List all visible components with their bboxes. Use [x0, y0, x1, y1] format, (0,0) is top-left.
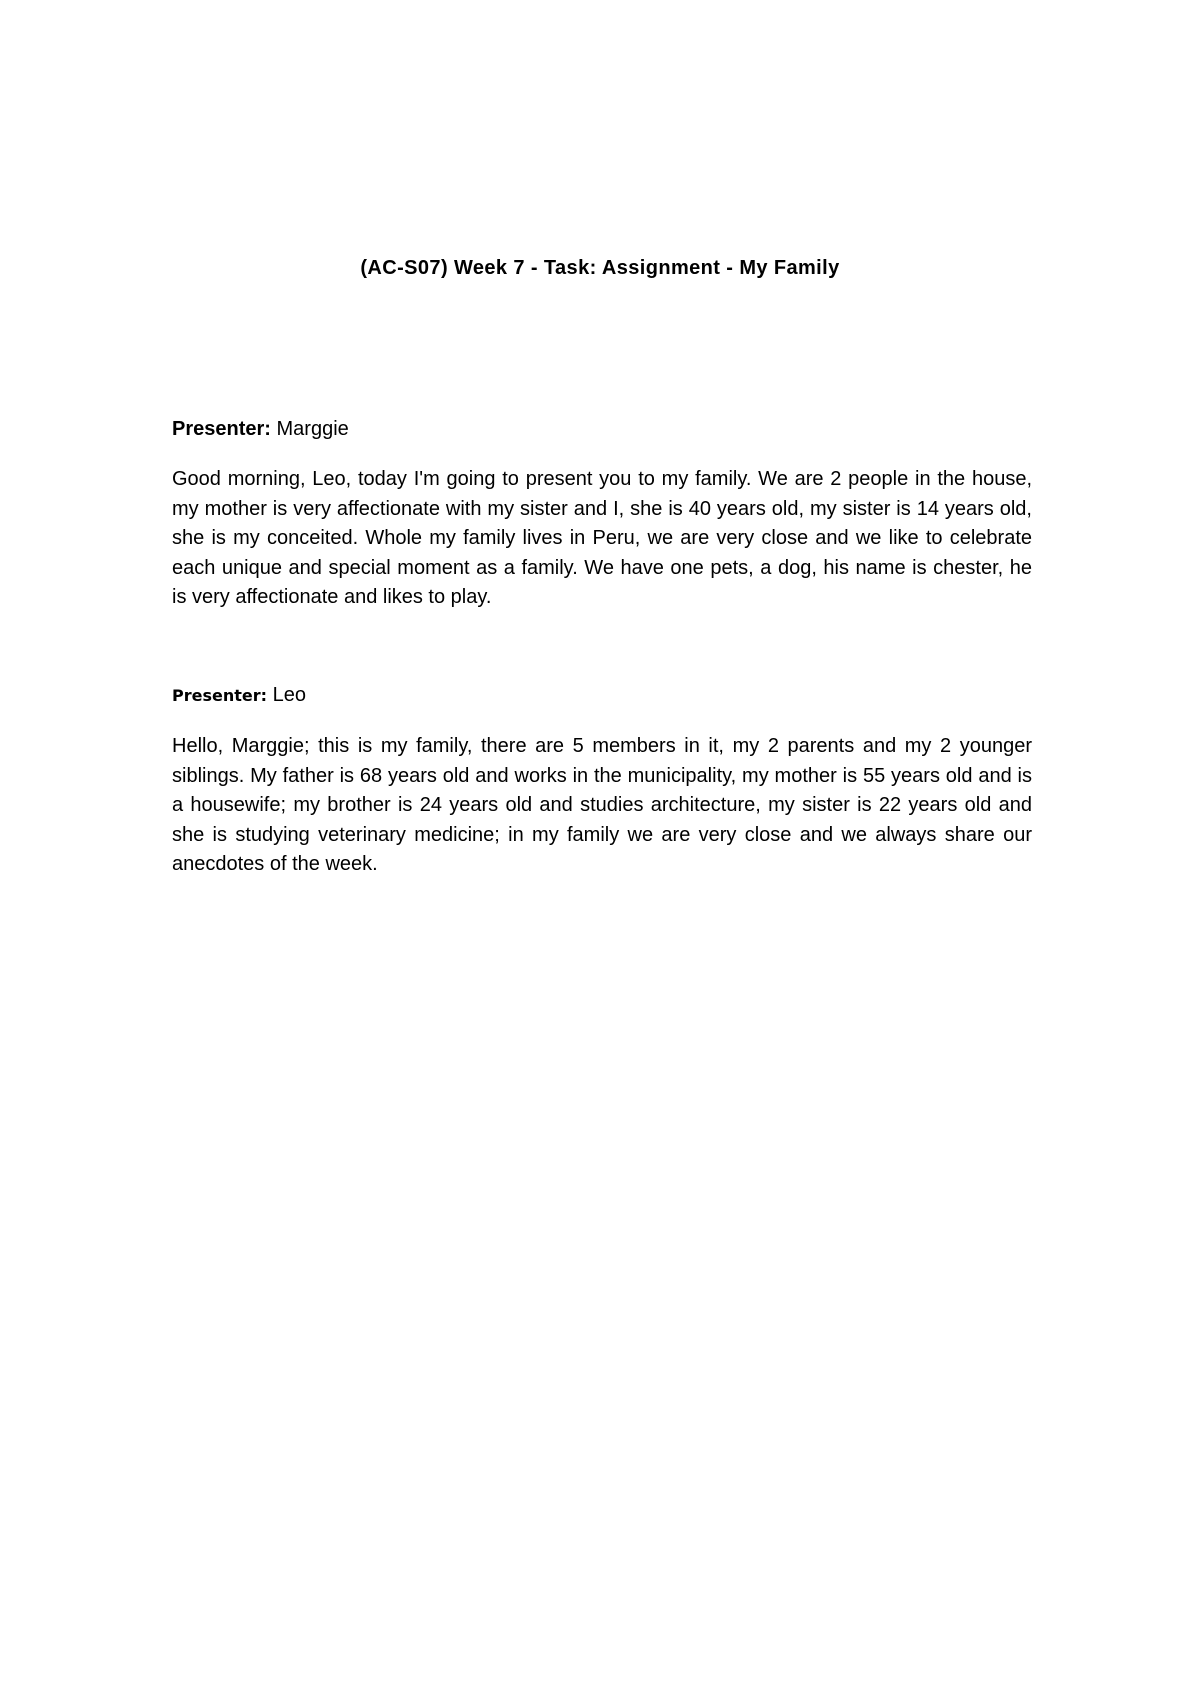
presenter-label: Presenter: — [172, 686, 268, 705]
presenter-line — [172, 415, 1032, 443]
document-title: (AC-S07) Week 7 - Task: Assignment - My Family — [360, 257, 840, 279]
presenter-section-leo — [172, 681, 1032, 880]
presenter-name: Marggie — [276, 418, 349, 440]
presenter-line — [172, 681, 1032, 710]
presenter-section-marggie — [172, 415, 1032, 613]
presenter-paragraph: Good morning, Leo, today I'm going to present you to my family. We are 2 people in the house, my mother is very affectionate with my sister and I, she is 40 years old, my sister is 14 years old, she is my conceited. Whole my family lives in Peru, we are very close and we like to celebrate each unique and special moment as a family. We have one pets, a dog, his name is chester, he is very affectionate and likes to play. — [172, 468, 1032, 608]
presenter-name: Leo — [272, 684, 306, 706]
presenter-paragraph: Hello, Marggie; this is my family, there are 5 members in it, my 2 parents and my 2 younger siblings. My father is 68 years old and works in the municipality, my mother is 55 years old and is a housewife; my brother is 24 years old and studies architecture, my sister is 22 years old and she is studying veterinary medicine; in my family we are very close and we always share our anecdotes of the week. — [172, 735, 1032, 875]
presenter-label: Presenter: — [172, 418, 271, 440]
